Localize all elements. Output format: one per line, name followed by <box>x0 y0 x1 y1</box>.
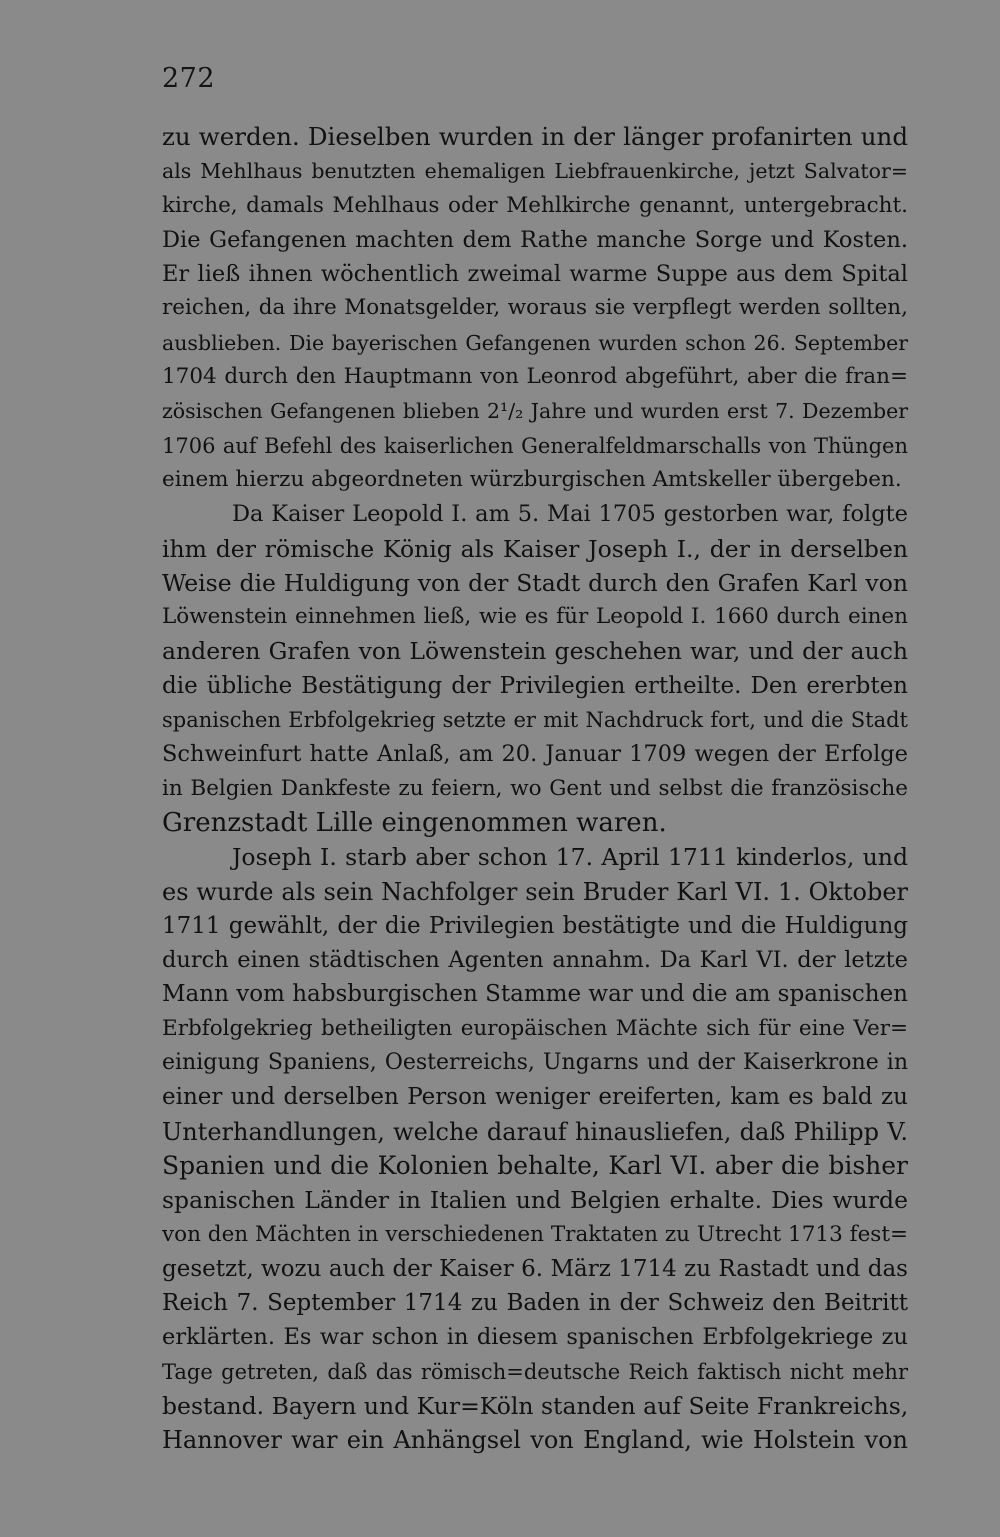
page-number: 272 <box>162 63 216 94</box>
text-line: gesetzt, wozu auch der Kaiser 6. März 1714 zu Rastadt und das <box>162 1255 908 1282</box>
text-line: Reich 7. September 1714 zu Baden in der Schweiz den Beitritt <box>162 1290 908 1317</box>
text-line: Tage getreten, daß das römisch=deutsche Reich faktisch nicht mehr <box>162 1359 908 1384</box>
text-line: spanischen Länder in Italien und Belgien erhalte. Dies wurde <box>162 1186 908 1215</box>
text-line: anderen Grafen von Löwenstein geschehen war, und der auch <box>162 637 908 666</box>
text-line: bestand. Bayern und Kur=Köln standen auf Seite Frankreichs, <box>162 1391 909 1420</box>
text-line: Schweinfurt hatte Anlaß, am 20. Januar 1709 wegen der Erfolge <box>162 741 908 768</box>
text-line: erklärten. Es war schon in diesem spanischen Erbfolgekriege zu <box>162 1324 908 1351</box>
text-line: 1706 auf Befehl des kaiserlichen Generalfeldmarschalls von Thüngen <box>162 433 908 458</box>
text-line: Da Kaiser Leopold I. am 5. Mai 1705 gestorben war, folgte <box>232 501 908 528</box>
text-line: in Belgien Dankfeste zu feiern, wo Gent und selbst die französische <box>162 775 908 801</box>
text-line: als Mehlhaus benutzten ehemaligen Liebfrauenkirche, jetzt Salvator= <box>162 159 908 184</box>
text-line: 1711 gewählt, der die Privilegien bestätigte und die Huldigung <box>162 912 908 939</box>
text-line: Er ließ ihnen wöchentlich zweimal warme Suppe aus dem Spital <box>162 261 908 288</box>
text-line: ausblieben. Die bayerischen Gefangenen wurden schon 26. September <box>162 330 908 355</box>
text-line: einigung Spaniens, Oesterreichs, Ungarns und der Kaiserkrone in <box>162 1050 908 1076</box>
text-line: 1704 durch den Hauptmann von Leonrod abgeführt, aber die fran= <box>162 364 908 390</box>
text-line: Weise die Huldigung von der Stadt durch den Grafen Karl von <box>162 568 908 597</box>
text-line: Spanien und die Kolonien behalte, Karl VI. aber die bisher <box>162 1150 908 1180</box>
body-text <box>162 120 908 1458</box>
text-line: Grenzstadt Lille eingenommen waren. <box>162 807 667 838</box>
text-line: einer und derselben Person weniger ereiferten, kam es bald zu <box>162 1084 908 1111</box>
text-line: Erbfolgekrieg betheiligten europäischen Mächte sich für eine Ver= <box>162 1015 908 1041</box>
text-line: Mann vom habsburgischen Stamme war und die am spanischen <box>162 981 908 1008</box>
text-line: zu werden. Dieselben wurden in der länger profanirten und <box>162 122 908 151</box>
text-line: Hannover war ein Anhängsel von England, wie Holstein von <box>162 1426 908 1455</box>
text-line: von den Mächten in verschiedenen Traktaten zu Utrecht 1713 fest= <box>162 1221 908 1247</box>
text-line: es wurde als sein Nachfolger sein Bruder Karl VI. 1. Oktober <box>162 877 908 906</box>
text-line: einem hierzu abgeordneten würzburgischen Amtskeller übergeben. <box>162 466 902 492</box>
text-line: Unterhandlungen, welche darauf hinausliefen, daß Philipp V. <box>162 1117 908 1146</box>
text-line: durch einen städtischen Agenten annahm. Da Karl VI. der letzte <box>162 947 908 974</box>
text-line: spanischen Erbfolgekrieg setzte er mit Nachdruck fort, und die Stadt <box>162 708 908 733</box>
text-line: ihm der römische König als Kaiser Joseph I., der in derselben <box>162 534 908 563</box>
text-line: Joseph I. starb aber schon 17. April 1711 kinderlos, und <box>232 843 908 872</box>
text-line: Die Gefangenen machten dem Rathe manche Sorge und Kosten. <box>162 226 908 253</box>
text-line: zösischen Gefangenen blieben 2¹/₂ Jahre und wurden erst 7. Dezember <box>162 399 908 424</box>
text-line: die übliche Bestätigung der Privilegien ertheilte. Den ererbten <box>162 672 908 699</box>
text-line: reichen, da ihre Monatsgelder, woraus sie verpflegt werden sollten, <box>162 295 908 321</box>
text-line: kirche, damals Mehlhaus oder Mehlkirche genannt, untergebracht. <box>162 192 908 218</box>
text-line: Löwenstein einnehmen ließ, wie es für Leopold I. 1660 durch einen <box>162 604 908 630</box>
